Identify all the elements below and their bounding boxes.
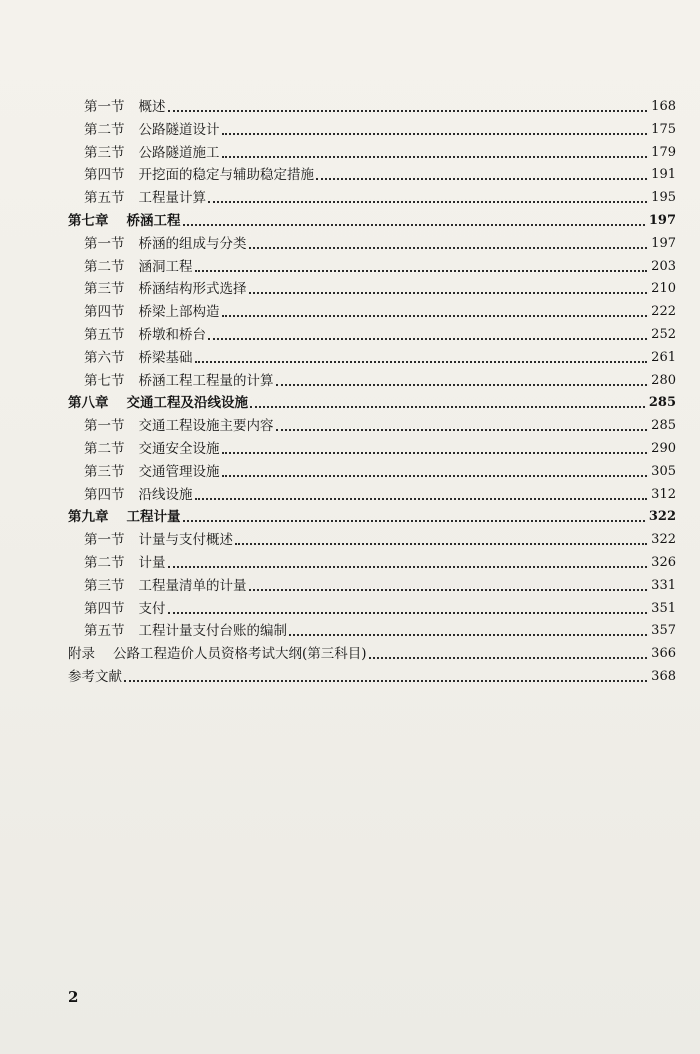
dot-leader <box>369 657 648 659</box>
dot-leader <box>289 634 647 636</box>
toc-entry-title: 工程量清单的计量 <box>138 577 247 594</box>
toc-entry-number: 第二节 <box>84 121 125 138</box>
toc-appendix-row <box>68 643 676 665</box>
toc-entry-number: 第七章 <box>68 213 109 229</box>
toc-section-row <box>84 598 676 620</box>
toc-entry-number: 第三节 <box>84 577 125 594</box>
dot-leader <box>208 338 647 340</box>
toc-page-number: 357 <box>651 623 676 639</box>
toc-section-row <box>84 370 676 392</box>
toc-entry-number: 第四节 <box>84 167 125 184</box>
toc-entry-number: 第八章 <box>68 395 109 412</box>
dot-leader <box>195 498 648 500</box>
toc-page-number: 191 <box>651 167 676 183</box>
toc-page-number: 252 <box>651 327 676 342</box>
toc-page-number: 197 <box>648 213 676 228</box>
dot-leader <box>235 543 647 545</box>
toc-entry-title: 交通安全设施 <box>138 441 220 457</box>
toc-entry-title: 公路工程造价人员资格考试大纲(第三科目) <box>113 646 367 663</box>
toc-entry-title: 涵洞工程 <box>138 258 193 275</box>
toc-page-number: 351 <box>651 600 676 616</box>
dot-leader <box>222 452 648 454</box>
page-number: 2 <box>68 988 79 1006</box>
toc-page-number: 322 <box>651 532 676 548</box>
dot-leader <box>276 429 648 431</box>
toc-page-number: 195 <box>651 190 676 206</box>
toc-entry-number: 附录 <box>68 646 95 663</box>
toc-entry-number: 第一节 <box>84 532 125 549</box>
toc-entry-title: 开挖面的稳定与辅助稳定措施 <box>138 167 314 184</box>
toc-page-number: 322 <box>648 509 676 525</box>
toc-entry-number: 第二节 <box>84 555 125 571</box>
dot-leader <box>195 270 648 272</box>
toc-page-number: 312 <box>651 486 676 502</box>
toc-page-number: 368 <box>651 669 676 684</box>
dot-leader <box>222 156 648 158</box>
toc-section-row <box>84 529 676 551</box>
toc-section-row <box>84 552 676 574</box>
toc-entry-number: 第四节 <box>84 304 125 321</box>
dot-leader <box>168 566 648 568</box>
toc-entry-title: 计量 <box>138 555 166 571</box>
toc-entry-number: 第三节 <box>84 281 125 298</box>
toc-section-row <box>84 415 676 437</box>
toc-chapter-row <box>68 392 676 414</box>
toc-entry-number: 第一节 <box>84 99 125 115</box>
toc-page-number: 210 <box>651 281 676 297</box>
toc-page-number: 290 <box>651 441 676 456</box>
toc-page-number: 203 <box>651 258 676 274</box>
toc-entry-title: 桥梁上部构造 <box>138 304 220 321</box>
toc-entry-number: 第二节 <box>84 258 125 275</box>
dot-leader <box>250 406 645 408</box>
toc-chapter-row <box>68 210 676 232</box>
toc-page-number: 222 <box>651 304 676 320</box>
toc-page-number: 285 <box>648 395 676 411</box>
toc-section-row <box>84 164 676 186</box>
toc-entry-title: 工程量计算 <box>138 190 206 207</box>
toc-entry-number: 第一节 <box>84 235 125 252</box>
dot-leader <box>249 292 648 294</box>
toc-entry-number: 第五节 <box>84 327 125 343</box>
toc-page-number: 280 <box>651 372 676 388</box>
toc-entry-title: 桥涵工程 <box>126 213 181 229</box>
toc-page-number: 179 <box>651 144 676 160</box>
toc-entry-title: 交通管理设施 <box>138 463 220 480</box>
dot-leader <box>222 475 648 477</box>
toc-section-row <box>84 347 676 369</box>
toc-entry-number: 第七节 <box>84 372 125 389</box>
toc-entry-title: 计量与支付概述 <box>138 532 233 549</box>
dot-leader <box>316 178 647 180</box>
toc-section-row <box>84 278 676 300</box>
toc-entry-number: 第六节 <box>84 349 125 366</box>
toc-page-number: 326 <box>651 555 676 570</box>
toc-page-number: 366 <box>651 646 676 662</box>
toc-entry-title: 公路隧道设计 <box>138 121 220 138</box>
toc-references-row <box>68 666 676 688</box>
toc-page-number: 197 <box>651 235 676 251</box>
dot-leader <box>168 110 648 112</box>
dot-leader <box>222 133 648 135</box>
toc-entry-title: 工程计量支付台账的编制 <box>138 623 287 640</box>
toc-entry-number: 第三节 <box>84 144 125 161</box>
dot-leader <box>168 612 648 614</box>
dot-leader <box>222 315 648 317</box>
toc-entry-number: 第五节 <box>84 623 125 640</box>
toc-section-row <box>84 119 676 141</box>
dot-leader <box>208 201 647 203</box>
toc-entry-number: 第五节 <box>84 190 125 207</box>
toc-section-row <box>84 620 676 642</box>
toc-entry-title: 桥涵的组成与分类 <box>138 235 247 252</box>
toc-section-row <box>84 256 676 278</box>
toc-entry-number: 第一节 <box>84 418 125 435</box>
toc-entry-title: 参考文献 <box>68 669 122 685</box>
toc-section-row <box>84 461 676 483</box>
toc-entry-number: 第四节 <box>84 600 125 617</box>
toc-entry-title: 概述 <box>138 99 166 115</box>
toc-entry-number: 第二节 <box>84 441 125 457</box>
toc-entry-title: 桥墩和桥台 <box>138 327 206 343</box>
toc-section-row <box>84 96 676 118</box>
toc-page-number: 331 <box>651 577 676 593</box>
toc-section-row <box>84 575 676 597</box>
toc-entry-title: 沿线设施 <box>138 486 193 503</box>
toc-section-row <box>84 484 676 506</box>
toc-chapter-row <box>68 506 676 528</box>
toc-section-row <box>84 438 676 460</box>
toc-section-row <box>84 301 676 323</box>
toc-entry-number: 第九章 <box>68 509 109 526</box>
toc-page-number: 175 <box>651 121 676 137</box>
dot-leader <box>249 247 648 249</box>
toc-entry-title: 桥涵结构形式选择 <box>138 281 247 298</box>
toc-entry-title: 交通工程及沿线设施 <box>126 395 248 412</box>
toc-page-number: 261 <box>651 349 676 365</box>
toc-section-row <box>84 324 676 346</box>
toc-section-row <box>84 187 676 209</box>
dot-leader <box>183 224 645 226</box>
toc-entry-title: 交通工程设施主要内容 <box>138 418 274 435</box>
dot-leader <box>249 589 648 591</box>
toc-section-row <box>84 142 676 164</box>
toc-entry-title: 桥梁基础 <box>138 349 193 366</box>
toc-entry-number: 第三节 <box>84 463 125 480</box>
toc-entry-title: 桥涵工程工程量的计算 <box>138 372 274 389</box>
dot-leader <box>276 384 648 386</box>
toc-entry-title: 公路隧道施工 <box>138 144 220 161</box>
toc-section-row <box>84 233 676 255</box>
toc-entry-number: 第四节 <box>84 486 125 503</box>
dot-leader <box>124 680 647 682</box>
toc-entry-title: 工程计量 <box>126 509 181 526</box>
toc-page-number: 168 <box>651 99 676 114</box>
dot-leader <box>183 520 645 522</box>
dot-leader <box>195 361 648 363</box>
toc-page-number: 305 <box>651 463 676 479</box>
toc-entry-title: 支付 <box>138 600 166 617</box>
toc-page-number: 285 <box>651 418 676 434</box>
